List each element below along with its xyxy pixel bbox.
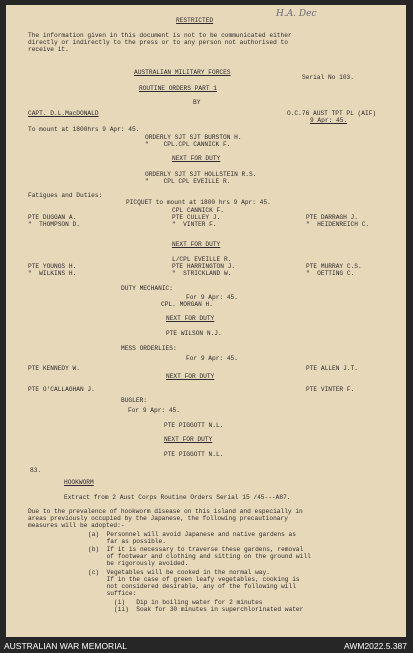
duty-mechanic-heading: DUTY MECHANIC: [121, 285, 173, 292]
item-line: If in the case of green leafy vegetables, cooking is [88, 576, 300, 583]
bugler-date: For 9 Apr: 45. [128, 407, 180, 414]
body-line-1: Due to the prevalence of hookworm disease on this island and especially in [28, 508, 303, 515]
mess-name-3: PTE O'CALLAGHAN J. [28, 386, 95, 393]
next-row1-col2: PTE HARRINGTON J. [172, 263, 236, 270]
bugler-name: PTE PIGGOTT N.L. [164, 422, 224, 429]
item-line: be rigorously avoided. [88, 560, 189, 567]
mess-name-2: PTE ALLEN J.T. [306, 365, 358, 372]
fatigues-heading: Fatigues and Duties: [28, 192, 103, 199]
next-row2-col3: " OETTING C. [306, 270, 355, 277]
mechanic-name: CPL. MORGAN H. [161, 301, 213, 308]
hookworm-heading: HOOKWORM [64, 479, 94, 486]
notice-line-3: receive it. [28, 46, 69, 53]
next-cpl: L/CPL EVEILLE R. [172, 256, 232, 263]
body-line-3: measures will be adopted:- [28, 522, 125, 529]
next-for-duty-heading: NEXT FOR DUTY [164, 436, 213, 443]
oc-unit: O.C.76 AUST TPT PL (AIF) [287, 110, 377, 117]
picquet-row2-col2: " VINTER F. [172, 221, 217, 228]
serial-number: Serial No 103. [302, 74, 354, 81]
picquet-row2-col3: " HEIDENREICH C. [306, 221, 370, 228]
document-page [6, 5, 406, 637]
item-line: (ii) Soak for 30 minutes in superchlorinated water [88, 606, 304, 613]
next-row1-col3: PTE MURRAY C.S. [306, 263, 362, 270]
notice-line-2: directly or indirectly to the press or to any person not authorised to [28, 39, 288, 46]
restricted-heading: RESTRICTED [176, 17, 214, 24]
picquet-cpl: CPL CANNICK F. [172, 207, 224, 214]
orderly-line-1: ORDERLY SJT SJT BURSTON H. [145, 134, 242, 141]
paragraph-number: 83. [30, 467, 42, 474]
orders-title: ROUTINE ORDERS PART 1 [139, 85, 217, 92]
bugler-next: PTE PIGGOTT N.L. [164, 451, 224, 458]
body-line-2: areas previously occupied by the Japanese, the following precautionary [28, 515, 288, 522]
picquet-line: PICQUET to mount at 1800 hrs 9 Apr: 45. [126, 199, 271, 206]
item-line: not considered desirable, any of the following will [88, 583, 296, 590]
item-line: (c) Vegetables will be cooked in the normal way. [88, 569, 270, 576]
mechanic-next: PTE WILSON N.J. [166, 330, 222, 337]
item-line: (i) Dip in boiling water for 2 minutes [88, 599, 263, 606]
picquet-row1-col2: PTE CULLEY J. [172, 214, 221, 221]
handwritten-note: H.A. Dec [276, 9, 317, 19]
orderly-line-4: " CPL CPL EVEILLE R. [145, 178, 231, 185]
archive-footer [0, 639, 413, 653]
footer-institution: AUSTRALIAN WAR MEMORIAL [4, 641, 127, 651]
mount-line: To mount at 1800hrs 9 Apr: 45. [28, 126, 140, 133]
footer-reference: AWM2022.5.387 [344, 641, 407, 651]
next-for-duty-heading: NEXT FOR DUTY [172, 155, 221, 162]
item-line: suffice: [88, 590, 137, 597]
next-for-duty-heading: NEXT FOR DUTY [166, 315, 215, 322]
notice-line-1: The information given in this document is not to be communicated either [28, 32, 292, 39]
picquet-row1-col3: PTE DARRAGH J. [306, 214, 358, 221]
item-line: far as possible. [88, 538, 166, 545]
mess-date: For 9 Apr: 45. [186, 355, 238, 362]
orderly-line-3: ORDERLY SJT SJT HOLLSTEIN R.S. [145, 171, 257, 178]
captain-name: CAPT. D.L.MacDONALD [28, 110, 99, 117]
item-line: of footwear and clothing and sitting on the ground will [88, 553, 311, 560]
item-line: (b) If it is necessary to traverse these gardens, removal [88, 546, 304, 553]
order-date: 9 Apr: 45. [310, 117, 348, 124]
orderly-line-2: " CPL.CPL CANNICK F. [145, 141, 231, 148]
by-label: BY [193, 99, 201, 106]
next-for-duty-heading: NEXT FOR DUTY [172, 241, 221, 248]
picquet-row1-col1: PTE DUGGAN A. [28, 214, 77, 221]
mess-name-4: PTE VINTER F. [306, 386, 355, 393]
picquet-row2-col1: " THOMPSON D. [28, 221, 80, 228]
mess-orderlies-heading: MESS ORDERLIES: [121, 345, 177, 352]
org-heading: AUSTRALIAN MILITARY FORCES [134, 69, 231, 76]
item-line: (a) Personnel will avoid Japanese and native gardens as [88, 531, 296, 538]
bugler-heading: BUGLER: [121, 397, 147, 404]
next-row1-col1: PTE YOUNGS H. [28, 263, 77, 270]
mess-name-1: PTE KENNEDY W. [28, 365, 80, 372]
next-row2-col1: " WILKINS H. [28, 270, 77, 277]
next-for-duty-heading: NEXT FOR DUTY [166, 373, 215, 380]
extract-line: Extract from 2 Aust Corps Routine Orders Serial 15 /45---A87. [64, 494, 291, 501]
next-row2-col2: " STRICKLAND W. [172, 270, 232, 277]
mechanic-date: For 9 Apr: 45. [186, 294, 238, 301]
